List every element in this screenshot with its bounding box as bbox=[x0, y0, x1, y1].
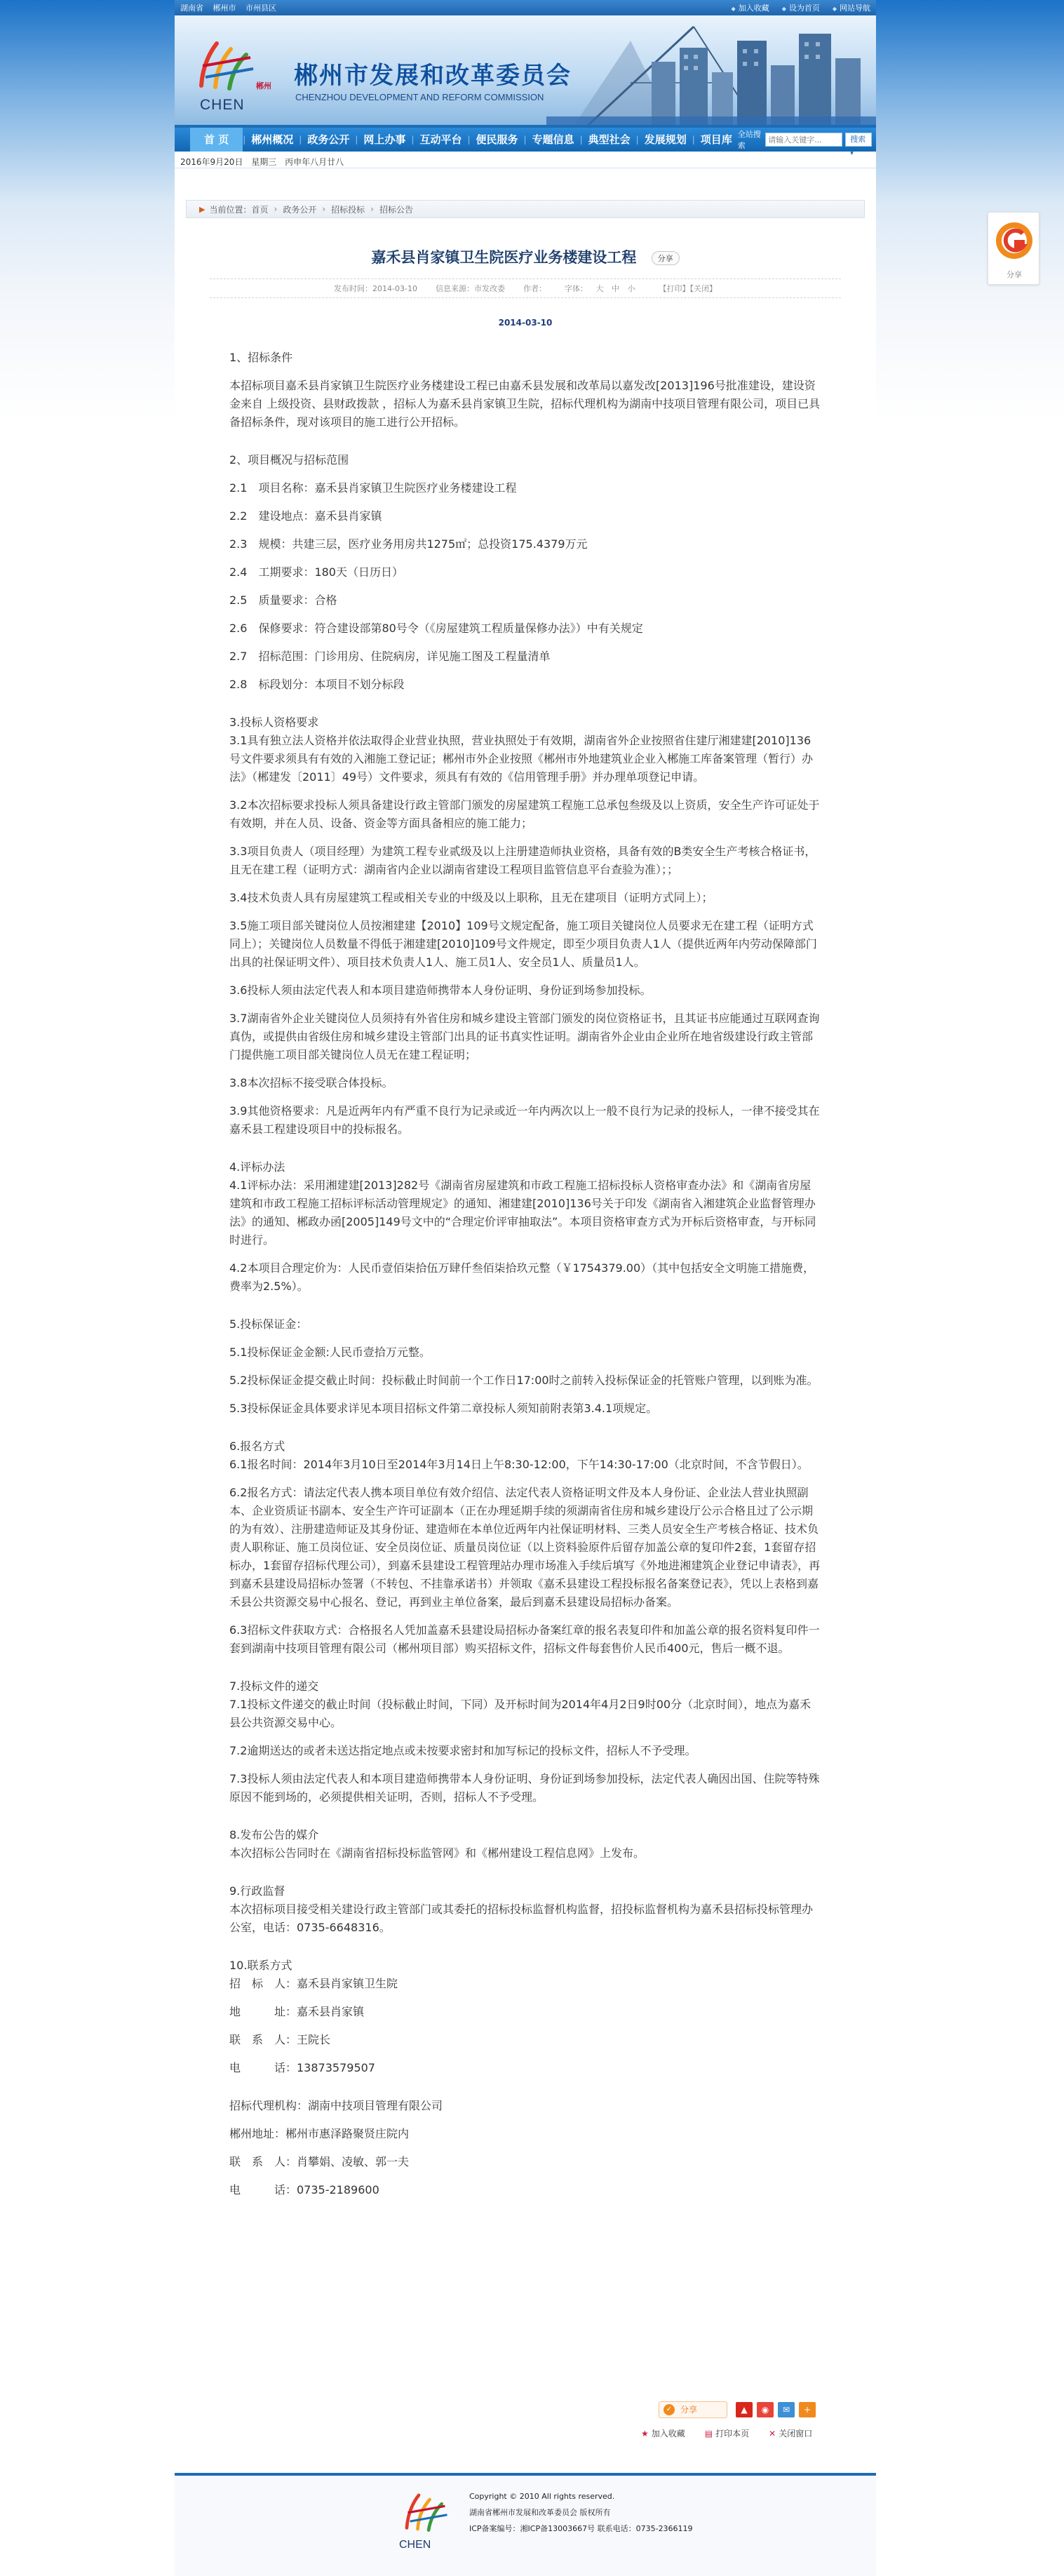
nav-projects[interactable]: 项目库 bbox=[700, 133, 732, 146]
print-icon: ▤ bbox=[704, 2429, 713, 2439]
nav-interaction[interactable]: 互动平台 bbox=[419, 133, 462, 146]
article-paragraph: 2.2 建设地点：嘉禾县肖家镇 bbox=[229, 509, 382, 523]
paragraph-spacer bbox=[229, 786, 821, 796]
nav-divider: | bbox=[411, 135, 415, 145]
footer-icp: ICP备案编号：湘ICP备13003667号 联系电话：0735-2366119 bbox=[469, 2524, 693, 2533]
footer-copyright: Copyright © 2010 All rights reserved. bbox=[469, 2492, 615, 2501]
print-page-action[interactable] bbox=[705, 2427, 749, 2439]
logo-english-text: CHEN bbox=[200, 97, 245, 113]
paragraph-spacer bbox=[229, 704, 821, 713]
breadcrumb-label: 当前位置： bbox=[209, 204, 252, 215]
article-date: 2014-03-10 bbox=[498, 318, 553, 328]
article-paragraph: 1、招标条件 bbox=[229, 351, 293, 364]
article-paragraph: 电 话：13873579507 bbox=[229, 2061, 375, 2074]
footer-logo-mark-icon bbox=[399, 2490, 466, 2539]
floating-share-widget[interactable] bbox=[988, 212, 1039, 285]
paragraph-spacer bbox=[229, 1064, 821, 1074]
article-paragraph: 6.1报名时间：2014年3月10日至2014年3月14日上午8:30-12:00，下午14:30-17:00（北京时间，不含节假日）。 bbox=[229, 1458, 809, 1471]
lunar-date: 丙申年八月廿八 bbox=[285, 157, 344, 167]
site-logo[interactable] bbox=[196, 36, 273, 114]
paragraph-spacer bbox=[229, 833, 821, 843]
city-skyline-image bbox=[546, 15, 876, 125]
font-size-small[interactable]: 小 bbox=[627, 284, 635, 293]
share-button[interactable]: 分享 bbox=[652, 251, 680, 265]
search-input[interactable] bbox=[765, 133, 842, 147]
top-link-city[interactable]: 郴州市 bbox=[213, 4, 236, 13]
nav-online-services[interactable]: 网上办事 bbox=[363, 133, 406, 146]
breadcrumb-separator-icon: › bbox=[322, 204, 326, 214]
paragraph-spacer bbox=[229, 1872, 821, 1882]
breadcrumb-separator-icon: › bbox=[370, 204, 374, 214]
paragraph-spacer bbox=[229, 1390, 821, 1400]
breadcrumb-separator-icon: › bbox=[274, 204, 278, 214]
paragraph-spacer bbox=[229, 1658, 821, 1668]
nav-divider: | bbox=[299, 135, 302, 145]
font-size-large[interactable]: 大 bbox=[595, 284, 604, 293]
article-paragraph: 6.2报名方式：请法定代表人携本项目单位有效介绍信、法定代表人资格证明文件及本人身份证、企业法人营业执照副本、企业资质证书副本、安全生产许可证副本（正在办理延期手续的须湖南省住房和城乡建设厅公示合格且过了公示期的为有效）、注册建造师证及其身份证、建造师在本单位近两年内社保证明材料、三类人员安全生产考核合格证、技术负责人职称证、施工员岗位证、安全员岗位证、质量员岗位证（以上资料验原件后留存加盖公章的复印件2套，1套留存招标办，1套留存招标代理公司），到嘉禾县建设工程管理站办理市场准入手续后填写《外地进湘建筑企业登记申请表》，再到嘉禾县建设局招标办签署（不转包、不挂靠承诺书）并领取《嘉禾县建设工程投标报名备案登记表》，凭以上表格到嘉禾县公共资源交易中心报名、登记，再到业主单位备案，最后到嘉禾县建设局招标办备案。 bbox=[229, 1486, 821, 1609]
article-paragraph: 2.6 保修要求：符合建设部第80号令（《房屋建筑工程质量保修办法》）中有关规定 bbox=[229, 622, 643, 635]
breadcrumb-home[interactable]: 首页 bbox=[251, 204, 269, 215]
paragraph-spacer bbox=[229, 2171, 821, 2181]
article-paragraph: 3.7湖南省外企业关键岗位人员须持有外省住房和城乡建设主管部门颁发的岗位资格证书，且其证书应能通过互联网查询真伪，或提供由省级住房和城乡建设主管部门出具的证书真实性证明。湖南省外企业由企业所在地省级建设行政主管部门提供施工项目部关键岗位人员无在建工程证明； bbox=[229, 1012, 820, 1061]
article-paragraph: 2.5 质量要求：合格 bbox=[229, 593, 337, 607]
nav-overview[interactable]: 郴州概况 bbox=[251, 133, 294, 146]
paragraph-spacer bbox=[229, 1760, 821, 1770]
article-paragraph: 7.2逾期送达的或者未送达指定地点或未按要求密封和加写标记的投标文件，招标人不予受理。 bbox=[229, 1744, 696, 1757]
paragraph-spacer bbox=[229, 441, 821, 451]
paragraph-spacer bbox=[229, 666, 821, 676]
main-nav bbox=[175, 128, 876, 152]
print-page-label: 打印本页 bbox=[715, 2429, 750, 2439]
floating-share-label: 分享 bbox=[1006, 270, 1022, 279]
meta-source: 信息来源：市发改委 bbox=[435, 284, 505, 293]
set-homepage-link[interactable]: ◆ 设为首页 bbox=[782, 2, 820, 13]
home-pin-icon: ▶ bbox=[199, 204, 206, 214]
paragraph-spacer bbox=[229, 2143, 821, 2153]
article-paragraph: 8.发布公告的媒介 bbox=[229, 1828, 319, 1842]
article-paragraph: 电 话：0735-2189600 bbox=[229, 2183, 379, 2196]
share-widget-label: 分享 bbox=[680, 2405, 698, 2415]
article-paragraph: 3.4技术负责人具有房屋建筑工程或相关专业的中级及以上职称，且无在建项目（证明方式同上）； bbox=[229, 891, 713, 904]
article-paragraph: 2、项目概况与招标范围 bbox=[229, 453, 349, 467]
paragraph-spacer bbox=[229, 1139, 821, 1148]
paragraph-spacer bbox=[229, 1362, 821, 1371]
article-paragraph: 联 系 人：肖攀娟、凌敏、郭一夫 bbox=[229, 2155, 410, 2168]
paragraph-spacer bbox=[229, 1334, 821, 1343]
article-paragraph: 郴州地址：郴州市惠泽路聚贤庄院内 bbox=[229, 2127, 410, 2140]
current-date: 2016年9月20日 bbox=[180, 157, 243, 167]
article-paragraph: 3.6投标人须由法定代表人和本项目建造师携带本人身份证明、身份证到场参加投标。 bbox=[229, 984, 652, 997]
article-paragraph: 7.1投标文件递交的截止时间（投标截止时间，下同）及开标时间为2014年4月2日9时00分（北京时间），地点为嘉禾县公共资源交易中心。 bbox=[229, 1698, 812, 1729]
paragraph-spacer bbox=[229, 1993, 821, 2003]
close-window-label: 关闭窗口 bbox=[779, 2429, 813, 2439]
article-paragraph: 3.3项目负责人（项目经理）为建筑工程专业贰级及以上注册建造师执业资格，具备有效的B类安全生产考核合格证书，且无在建工程（证明方式：湖南省内企业以湖南省建设工程项目监管信息平台查验为准）；； bbox=[229, 845, 816, 876]
close-window-action[interactable] bbox=[769, 2427, 812, 2439]
article-paragraph: 9.行政监督 bbox=[229, 1884, 285, 1898]
article-paragraph: 4.评标办法 bbox=[229, 1160, 285, 1174]
paragraph-spacer bbox=[229, 610, 821, 619]
article-title: 嘉禾县肖家镇卫生院医疗业务楼建设工程 bbox=[371, 249, 637, 266]
article-paragraph: 本次招标公告同时在《湖南省招标投标监管网》和《郴州建设工程信息网》上发布。 bbox=[229, 1846, 645, 1860]
article-paragraph: 4.2本项目合理定价为：人民币壹佰柒拾伍万肆仟叁佰柒拾玖元整（￥1754379.00）（其中包括安全文明施工措施费，费率为2.5%）。 bbox=[229, 1261, 815, 1293]
meta-published: 发布时间：2014-03-10 bbox=[334, 284, 417, 293]
paragraph-spacer bbox=[229, 2049, 821, 2059]
pdf-share-icon[interactable]: ▲ bbox=[736, 2402, 753, 2417]
breadcrumb-bid-notice[interactable]: 招标公告 bbox=[379, 204, 413, 215]
article-paragraph: 6.报名方式 bbox=[229, 1440, 285, 1453]
nav-divider: | bbox=[579, 135, 583, 145]
article-paragraph: 招标代理机构：湖南中技项目管理有限公司 bbox=[229, 2099, 443, 2112]
paragraph-spacer bbox=[229, 1611, 821, 1621]
footer-logo-text: CHEN bbox=[399, 2539, 431, 2551]
paragraph-spacer bbox=[229, 525, 821, 535]
footer-owner: 湖南省郴州市发展和改革委员会 版权所有 bbox=[469, 2508, 611, 2517]
nav-public-services[interactable]: 便民服务 bbox=[476, 133, 518, 146]
site-title: 郴州市发展和改革委员会 bbox=[294, 62, 572, 90]
print-close-links[interactable]: 【打印】【关闭】 bbox=[659, 284, 717, 293]
site-footer bbox=[175, 2473, 876, 2576]
article-paragraph: 5.1投标保证金金额:人民币壹拾万元整。 bbox=[229, 1346, 431, 1359]
top-link-province[interactable]: 湖南省 bbox=[180, 4, 203, 13]
paragraph-spacer bbox=[229, 582, 821, 591]
paragraph-spacer bbox=[229, 879, 821, 889]
paragraph-spacer bbox=[229, 2087, 821, 2097]
article-paragraph: 5.投标保证金： bbox=[229, 1317, 308, 1331]
paragraph-spacer bbox=[229, 2021, 821, 2031]
search-label: 全站搜索 bbox=[737, 130, 761, 150]
article-meta bbox=[210, 279, 841, 298]
paragraph-spacer bbox=[229, 1937, 821, 1947]
paragraph-spacer bbox=[229, 1668, 821, 1677]
top-right-links bbox=[732, 2, 870, 13]
paragraph-spacer bbox=[229, 638, 821, 648]
paragraph-spacer bbox=[229, 2077, 821, 2087]
paragraph-spacer bbox=[229, 497, 821, 507]
breadcrumb-gov-affairs[interactable]: 政务公开 bbox=[283, 204, 317, 215]
site-search bbox=[738, 128, 876, 151]
article-paragraph: 6.3招标文件获取方式：合格报名人凭加盖嘉禾县建设局招标办备案红章的报名表复印件和加盖公章的报名资料复印件一套到湖南中技项目管理有限公司（郴州项目部）购买招标文件，招标文件每套售价人民币400元，售后一概不退。 bbox=[229, 1623, 820, 1655]
paragraph-spacer bbox=[229, 1148, 821, 1158]
article-heading bbox=[210, 246, 841, 267]
article-paragraph: 3.1具有独立法人资格并依法取得企业营业执照，营业执照处于有效期，湖南省外企业按照省住建厅湘建建[2010]136号文件要求须具有有效的入湘施工登记证；郴州市外企业按照《郴州市外地建筑业企业入郴施工库备案管理（暂行）办法》（郴建发〔2011〕49号）文件要求，须具有有效的《信用管理手册》并办理单项登记申请。 bbox=[229, 734, 814, 784]
article-paragraph: 2.3 规模：共建三层，医疗业务用房共1275㎡；总投资175.4379万元 bbox=[229, 537, 588, 551]
page-wrapper bbox=[175, 0, 876, 2576]
date-bar bbox=[175, 152, 876, 168]
article-paragraph: 2.7 招标范围：门诊用房、住院病房，详见施工图及工程量清单 bbox=[229, 650, 551, 663]
close-icon: ✕ bbox=[769, 2429, 776, 2439]
share-logo-icon bbox=[988, 213, 1040, 269]
paragraph-spacer bbox=[229, 1249, 821, 1259]
article-paragraph: 7.投标文件的递交 bbox=[229, 1679, 319, 1693]
nav-divider: | bbox=[467, 135, 471, 145]
article-paragraph: 10.联系方式 bbox=[229, 1959, 292, 1972]
nav-topics[interactable]: 专题信息 bbox=[532, 133, 574, 146]
footer-text bbox=[469, 2488, 693, 2537]
site-nav-link[interactable]: ◆ 网站导航 bbox=[833, 2, 870, 13]
article-paragraph: 联 系 人：王院长 bbox=[229, 2033, 331, 2046]
paragraph-spacer bbox=[229, 2115, 821, 2125]
paragraph-spacer bbox=[229, 1732, 821, 1742]
nav-divider: | bbox=[692, 135, 695, 145]
share-widget-button[interactable] bbox=[659, 2401, 727, 2418]
paragraph-spacer bbox=[229, 1418, 821, 1428]
paragraph-spacer bbox=[229, 1863, 821, 1872]
article-paragraph: 本招标项目嘉禾县肖家镇卫生院医疗业务楼建设工程已由嘉禾县发展和改革局以嘉发改[2013]196号批准建设，建设资金来自 上级投资、县财政拨款 ，招标人为嘉禾县肖家镇卫生院，招标代理机构为湖南中技项目管理有限公司，项目已具备招标条件，现对该项目的施工进行公开招标。 bbox=[229, 379, 821, 429]
paragraph-spacer bbox=[229, 1428, 821, 1437]
nav-planning[interactable]: 发展规划 bbox=[644, 133, 687, 146]
paragraph-spacer bbox=[229, 1296, 821, 1306]
article-paragraph: 地 址：嘉禾县肖家镇 bbox=[229, 2005, 365, 2018]
paragraph-spacer bbox=[229, 554, 821, 563]
nav-divider: | bbox=[523, 135, 527, 145]
paragraph-spacer bbox=[229, 367, 821, 377]
paragraph-spacer bbox=[229, 469, 821, 479]
nav-home[interactable]: 首 页 bbox=[190, 128, 243, 152]
paragraph-spacer bbox=[229, 1947, 821, 1957]
article-body bbox=[229, 349, 821, 2199]
article-paragraph: 本次招标项目接受相关建设行政主管部门或其委托的招标投标监督机构监督，招投标监督机构为嘉禾县招标投标管理办公室，电话：0735-6648316。 bbox=[229, 1903, 814, 1934]
breadcrumb bbox=[186, 200, 865, 218]
nav-divider: | bbox=[243, 135, 246, 145]
paragraph-spacer bbox=[229, 1306, 821, 1315]
article-paragraph: 2.8 标段划分：本项目不划分标段 bbox=[229, 678, 405, 691]
meta-author: 作者： bbox=[523, 284, 546, 293]
font-size-medium[interactable]: 中 bbox=[611, 284, 619, 293]
article-paragraph: 3.2本次招标要求投标人须具备建设行政主管部门颁发的房屋建筑工程施工总承包叁级及以上资质，安全生产许可证处于有效期，并在人员、设备、资金等方面具备相应的施工能力； bbox=[229, 798, 820, 830]
nav-divider: | bbox=[355, 135, 358, 145]
article-paragraph: 7.3投标人须由法定代表人和本项目建造师携带本人身份证明、身份证到场参加投标，法定代表人确因出国、住院等特殊原因不能到场的，必须提供相关证明，否则，招标人不予受理。 bbox=[229, 1772, 820, 1804]
email-icon[interactable]: ✉ bbox=[778, 2402, 795, 2417]
footer-logo bbox=[399, 2490, 466, 2556]
paragraph-spacer bbox=[229, 1474, 821, 1484]
top-left-links bbox=[180, 2, 283, 13]
paragraph-spacer bbox=[229, 1806, 821, 1816]
share-toolbar bbox=[659, 2396, 855, 2424]
add-favorite-link[interactable]: ◆ 加入收藏 bbox=[732, 2, 769, 13]
share-icon: ✓ bbox=[664, 2404, 675, 2415]
logo-chinese-text: 郴州 bbox=[256, 81, 271, 90]
article-paragraph: 3.8本次招标不接受联合体投标。 bbox=[229, 1076, 393, 1089]
paragraph-spacer bbox=[229, 431, 821, 441]
top-link-counties[interactable]: 市州县区 bbox=[245, 4, 276, 13]
nav-typical-society[interactable]: 典型社会 bbox=[588, 133, 631, 146]
paragraph-spacer bbox=[229, 1092, 821, 1102]
font-size-switcher bbox=[565, 283, 641, 294]
article-paragraph: 4.1评标办法：采用湘建建[2013]282号《湖南省房屋建筑和市政工程施工招标投标人资格审查办法》和《湖南省房屋建筑和市政工程施工招标评标活动管理规定》的通知、湘建建[2010]136号关于印发《湖南省入湘建筑企业监督管理办法》的通知、郴政办函[2005]149号文中的“合理定价评审抽取法”。本项目资格审查方式为开标后资格审查，与开标同时进行。 bbox=[229, 1179, 816, 1247]
top-bar bbox=[175, 0, 876, 15]
add-favorite-action[interactable] bbox=[641, 2427, 685, 2439]
weibo-share-icon[interactable]: ◉ bbox=[757, 2402, 774, 2417]
nav-gov-affairs[interactable]: 政务公开 bbox=[307, 133, 350, 146]
paragraph-spacer bbox=[229, 972, 821, 981]
paragraph-spacer bbox=[229, 907, 821, 917]
paragraph-spacer bbox=[229, 694, 821, 704]
plus-icon[interactable]: + bbox=[799, 2402, 816, 2417]
font-size-label: 字体： bbox=[564, 284, 588, 293]
article-paragraph: 2.4 工期要求：180天（日历日） bbox=[229, 565, 403, 579]
current-weekday: 星期三 bbox=[251, 157, 277, 167]
site-banner bbox=[175, 15, 876, 128]
article-paragraph: 招 标 人：嘉禾县肖家镇卫生院 bbox=[229, 1977, 398, 1990]
article-paragraph: 5.3投标保证金具体要求详见本项目招标文件第二章投标人须知前附表第3.4.1项规定。 bbox=[229, 1402, 658, 1415]
article-paragraph: 2.1 项目名称：嘉禾县肖家镇卫生院医疗业务楼建设工程 bbox=[229, 481, 517, 495]
article-paragraph: 5.2投标保证金提交截止时间：投标截止时间前一个工作日17:00时之前转入投标保证金的托管账户管理，以到账为准。 bbox=[229, 1374, 819, 1387]
article bbox=[210, 246, 841, 2199]
favorite-icon: ★ bbox=[641, 2429, 649, 2439]
breadcrumb-bidding[interactable]: 招标投标 bbox=[331, 204, 365, 215]
site-subtitle: CHENZHOU DEVELOPMENT AND REFORM COMMISSION bbox=[295, 92, 544, 102]
page-actions bbox=[641, 2427, 812, 2439]
paragraph-spacer bbox=[229, 1816, 821, 1826]
search-button[interactable]: 搜索 ▾ bbox=[845, 133, 872, 147]
article-paragraph: 3.9其他资格要求：凡是近两年内有严重不良行为记录或近一年内两次以上一般不良行为记录的投标人，一律不接受其在嘉禾县工程建设项目中的投标报名。 bbox=[229, 1104, 820, 1136]
add-favorite-label: 加入收藏 bbox=[651, 2429, 685, 2439]
article-paragraph: 3.投标人资格要求 bbox=[229, 716, 319, 729]
article-paragraph: 3.5施工项目部关键岗位人员按湘建建【2010】109号文规定配备，施工项目关键岗位人员要求无在建工程（证明方式同上）；关键岗位人员数量不得低于湘建建[2010]109号文件规定，即至少项目负责人1人（提供近两年内劳动保障部门出具的社保证明文件）、项目技术负责人1人、施工员1人、安全员1人、质量员1人。 bbox=[229, 919, 817, 969]
nav-divider: | bbox=[635, 135, 639, 145]
paragraph-spacer bbox=[229, 1000, 821, 1009]
